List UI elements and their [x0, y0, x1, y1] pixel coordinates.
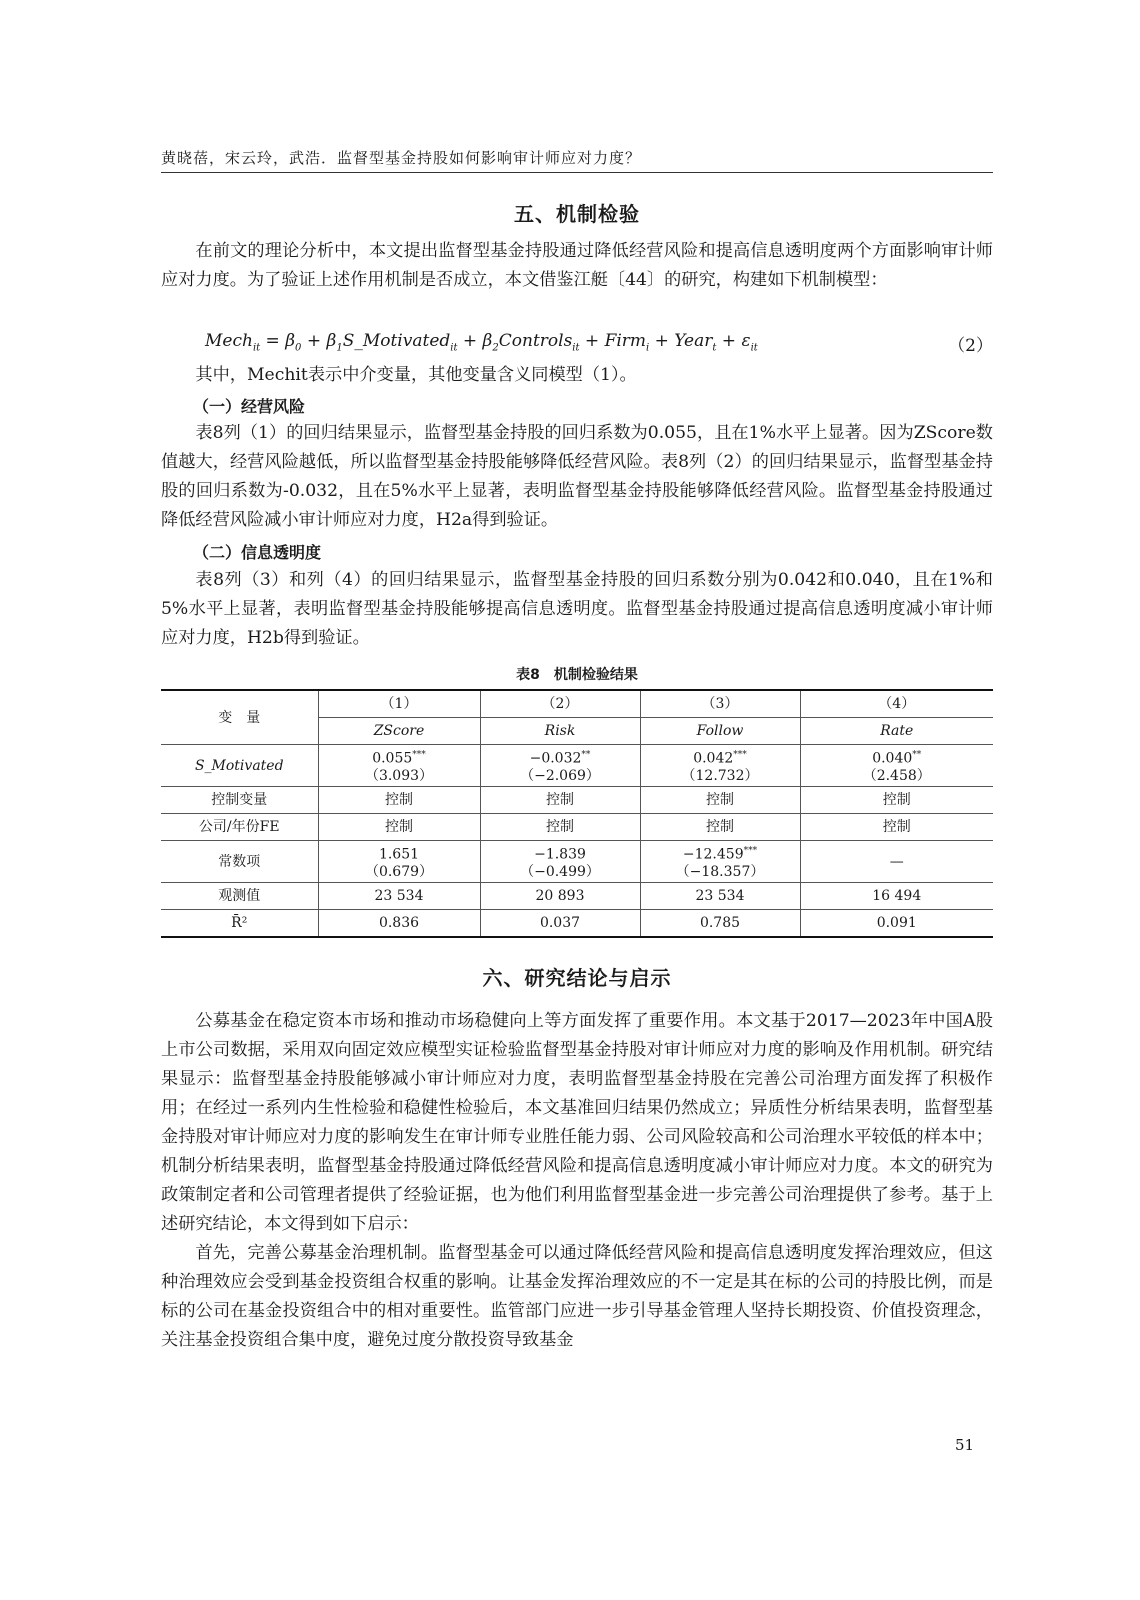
- table-cell: 20 893: [480, 883, 640, 910]
- table-cell: 0.055*** （3.093）: [318, 745, 480, 787]
- running-header: 黄晓蓓，宋云玲，武浩．监督型基金持股如何影响审计师应对力度？: [161, 149, 642, 167]
- table-cell: 控制: [640, 787, 800, 814]
- table-row: [161, 910, 993, 938]
- col-num: （1）: [318, 690, 480, 718]
- table-cell: −0.032** （−2.069）: [480, 745, 640, 787]
- depvar: Rate: [800, 718, 993, 745]
- table-cell: 23 534: [640, 883, 800, 910]
- subsection1-text: [161, 419, 993, 535]
- table-cell: 0.836: [318, 910, 480, 938]
- table-cell: 0.037: [480, 910, 640, 938]
- col-num: （4）: [800, 690, 993, 718]
- var-header: 变 量: [161, 690, 318, 745]
- table-cell: −12.459*** （−18.357）: [640, 841, 800, 883]
- after-equation-text: 其中，Mechit表示中介变量，其他变量含义同模型（1）。: [195, 365, 637, 385]
- table-row: [161, 745, 993, 787]
- table-cell: 0.042*** （12.732）: [640, 745, 800, 787]
- table-cell: 控制: [800, 787, 993, 814]
- row-label: 控制变量: [161, 787, 318, 814]
- row-label: 公司/年份FE: [161, 814, 318, 841]
- table-caption: 表8 机制检验结果: [516, 667, 638, 683]
- equation-number: （2）: [948, 336, 993, 356]
- mechanism-model-equation: [205, 331, 993, 356]
- table-cell: 0.785: [640, 910, 800, 938]
- table-cell: 控制: [480, 814, 640, 841]
- subsection2-text: [161, 566, 993, 653]
- col-num: （2）: [480, 690, 640, 718]
- row-label: 常数项: [161, 841, 318, 883]
- section6-paragraph-2: 首先，完善公募基金治理机制。监督型基金可以通过降低经营风险和提高信息透明度发挥治理效应，但这种治理效应会受到基金投资组合权重的影响。让基金发挥治理效应的不一定是其在标的公司的持股比例，而是标的公司在基金投资组合中的相对重要性。监管部门应进一步引导基金管理人坚持长期投资、价值投资理念，关注基金投资组合集中度，避免过度分散投资导致基金: [161, 1243, 993, 1350]
- table-cell: 控制: [318, 814, 480, 841]
- header-rule: [161, 172, 993, 173]
- table-cell: 16 494: [800, 883, 993, 910]
- sub2-paragraph: 表8列（3）和列（4）的回归结果显示，监督型基金持股的回归系数分别为0.042和0.040，且在1%和5%水平上显著，表明监督型基金持股能够提高信息透明度。监督型基金持股通过提高信息透明度减小审计师应对力度，H2b得到验证。: [161, 570, 993, 648]
- row-label: 观测值: [161, 883, 318, 910]
- row-label: R̄²: [161, 910, 318, 938]
- section5-intro: [161, 237, 993, 295]
- table-row: [161, 841, 993, 883]
- table-cell: 1.651 （0.679）: [318, 841, 480, 883]
- table-cell: 0.040** （2.458）: [800, 745, 993, 787]
- table-header-row: [161, 690, 993, 718]
- section-title-6: 六、研究结论与启示: [482, 966, 672, 990]
- table-cell: 控制: [318, 787, 480, 814]
- table-cell: 23 534: [318, 883, 480, 910]
- equation-body: Mech$_{it}$ = $\beta_0$ + $\beta_1S\_Motivated_{it}$ + $\beta_2Controls_{it}$ + Firm$_i$ + Year$_t$ + $\varepsilon_{it}$: [205, 331, 758, 354]
- subsection-title-1: （一）经营风险: [193, 397, 306, 416]
- depvar: ZScore: [318, 718, 480, 745]
- table-cell: —: [800, 841, 993, 883]
- table-row: [161, 814, 993, 841]
- table-cell: 0.091: [800, 910, 993, 938]
- depvar: Follow: [640, 718, 800, 745]
- after-equation: [161, 361, 993, 390]
- col-num: （3）: [640, 690, 800, 718]
- table-cell: −1.839 （−0.499）: [480, 841, 640, 883]
- mechanism-results-table: [161, 689, 993, 938]
- depvar: Risk: [480, 718, 640, 745]
- intro-text: 在前文的理论分析中，本文提出监督型基金持股通过降低经营风险和提高信息透明度两个方面影响审计师应对力度。为了验证上述作用机制是否成立，本文借鉴江艇〔44〕的研究，构建如下机制模型：: [161, 241, 993, 290]
- row-label: S_Motivated: [161, 745, 318, 787]
- section6-text: [161, 1007, 993, 1355]
- section-title-5: 五、机制检验: [514, 202, 640, 226]
- table-cell: 控制: [800, 814, 993, 841]
- table-cell: 控制: [480, 787, 640, 814]
- subsection-title-2: （二）信息透明度: [193, 543, 322, 562]
- sub1-paragraph: 表8列（1）的回归结果显示，监督型基金持股的回归系数为0.055，且在1%水平上显著。因为ZScore数值越大，经营风险越低，所以监督型基金持股能够降低经营风险。表8列（2）的回归结果显示，监督型基金持股的回归系数为-0.032，且在5%水平上显著，表明监督型基金持股能够降低经营风险。监督型基金持股通过降低经营风险减小审计师应对力度，H2a得到验证。: [161, 423, 993, 530]
- table-row: [161, 787, 993, 814]
- section6-paragraph-1: 公募基金在稳定资本市场和推动市场稳健向上等方面发挥了重要作用。本文基于2017—2023年中国A股上市公司数据，采用双向固定效应模型实证检验监督型基金持股对审计师应对力度的影响及作用机制。研究结果显示：监督型基金持股能够减小审计师应对力度，表明监督型基金持股在完善公司治理方面发挥了积极作用；在经过一系列内生性检验和稳健性检验后，本文基准回归结果仍然成立；异质性分析结果表明，监督型基金持股对审计师应对力度的影响发生在审计师专业胜任能力弱、公司风险较高和公司治理水平较低的样本中；机制分析结果表明，监督型基金持股通过降低经营风险和提高信息透明度减小审计师应对力度。本文的研究为政策制定者和公司管理者提供了经验证据，也为他们利用监督型基金进一步完善公司治理提供了参考。基于上述研究结论，本文得到如下启示：: [161, 1011, 993, 1234]
- page-number: 51: [955, 1436, 975, 1454]
- table-row: [161, 883, 993, 910]
- table-cell: 控制: [640, 814, 800, 841]
